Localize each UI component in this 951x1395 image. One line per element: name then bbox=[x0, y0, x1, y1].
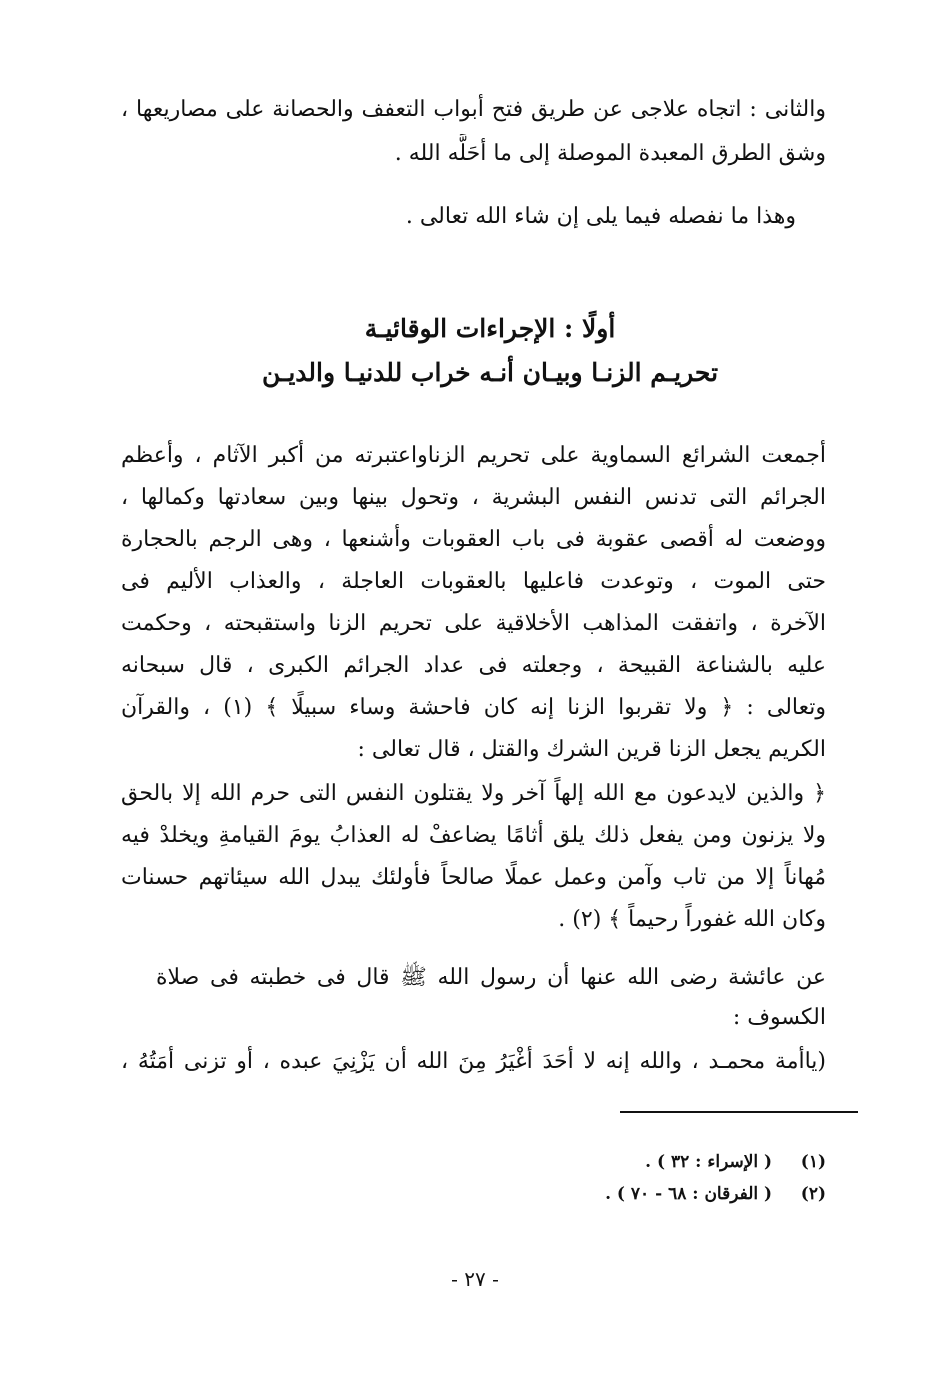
footnote-2-number: (٢) bbox=[800, 1184, 826, 1204]
verse-line-3: مُهاناً إلا من تاب وآمن وعمل عملًا صالحاً فأولئك يبدل الله سيئاتهم حسنات bbox=[121, 865, 826, 890]
intro-line-2: وشق الطرق المعبدة الموصلة إلى ما أحَلَّه الله . bbox=[394, 141, 826, 166]
footnote-separator bbox=[620, 1111, 858, 1113]
verse-line-4: وكان الله غفوراً رحيماً ﴾ (٢) . bbox=[558, 907, 826, 932]
body-line-8: الكريم يجعل الزنا قرين الشرك والقتل ، قال تعالى : bbox=[357, 737, 826, 762]
footnote-2-text: ( الفرقان : ٦٨ - ٧٠ ) . bbox=[605, 1184, 773, 1204]
hadith-line-1: عن عائشة رضى الله عنها أن رسول الله ﷺ قال فى خطبته فى صلاة bbox=[156, 965, 826, 990]
body-line-7: وتعالى : ﴿ ولا تقربوا الزنا إنه كان فاحشة وساء سبيلًا ﴾ (١) ، والقرآن bbox=[121, 695, 826, 720]
verse-line-2: ولا يزنون ومن يفعل ذلك يلق أثامًا يضاعفْ له العذابُ يومَ القيامةِ ويخلدْ فيه bbox=[121, 823, 826, 848]
body-line-3: ووضعت له أقصى عقوبة فى باب العقوبات وأشنعها ، وهى الرجم بالحجارة bbox=[121, 527, 826, 552]
body-line-6: عليه بالشناعة القبيحة ، وجعلته فى عداد الجرائم الكبرى ، قال سبحانه bbox=[121, 653, 826, 678]
hadith-line-3: (ياأمة محمـد ، والله إنه لا أحَدَ أغْيَرُ مِنَ الله أن يَزْنِيَ عبده ، أو تزنى أمَتُهُ ، bbox=[121, 1049, 826, 1074]
footnote-1-text: ( الإسراء : ٣٢ ) . bbox=[645, 1152, 773, 1172]
intro-line-3: وهذا ما نفصله فيما يلى إن شاء الله تعالى . bbox=[405, 204, 796, 229]
body-line-1: أجمعت الشرائع السماوية على تحريم الزناواعتبرته من أكبر الآثام ، وأعظم bbox=[121, 443, 826, 468]
body-line-5: الآخرة ، واتفقت المذاهب الأخلاقية على تحريم الزنا واستقبحته ، وحكمت bbox=[121, 611, 826, 636]
section-subtitle: تحريـم الزنـا وبيـان أنـه خراب للدنيـا والديـن bbox=[261, 358, 719, 387]
footnote-2 bbox=[426, 1180, 826, 1208]
body-line-4: حتى الموت ، وتوعدت فاعليها بالعقوبات العاجلة ، والعذاب الأليم فى bbox=[121, 569, 826, 594]
footnote-1-number: (١) bbox=[800, 1152, 826, 1172]
section-title: أولًا : الإجراءات الوقائيـة bbox=[364, 314, 616, 343]
body-line-2: الجرائم التى تدنس النفس البشرية ، وتحول بينها وبين سعادتها وكمالها ، bbox=[121, 485, 826, 510]
intro-line-1: والثانى : اتجاه علاجى عن طريق فتح أبواب التعفف والحصانة على مصاريعها ، bbox=[121, 97, 826, 122]
page-number: - ٢٧ - bbox=[451, 1267, 499, 1291]
verse-line-1: ﴿ والذين لايدعون مع الله إلهاً آخر ولا يقتلون النفس التى حرم الله إلا بالحق bbox=[121, 781, 826, 806]
footnote-1 bbox=[426, 1148, 826, 1176]
hadith-line-2: الكسوف : bbox=[732, 1005, 826, 1030]
